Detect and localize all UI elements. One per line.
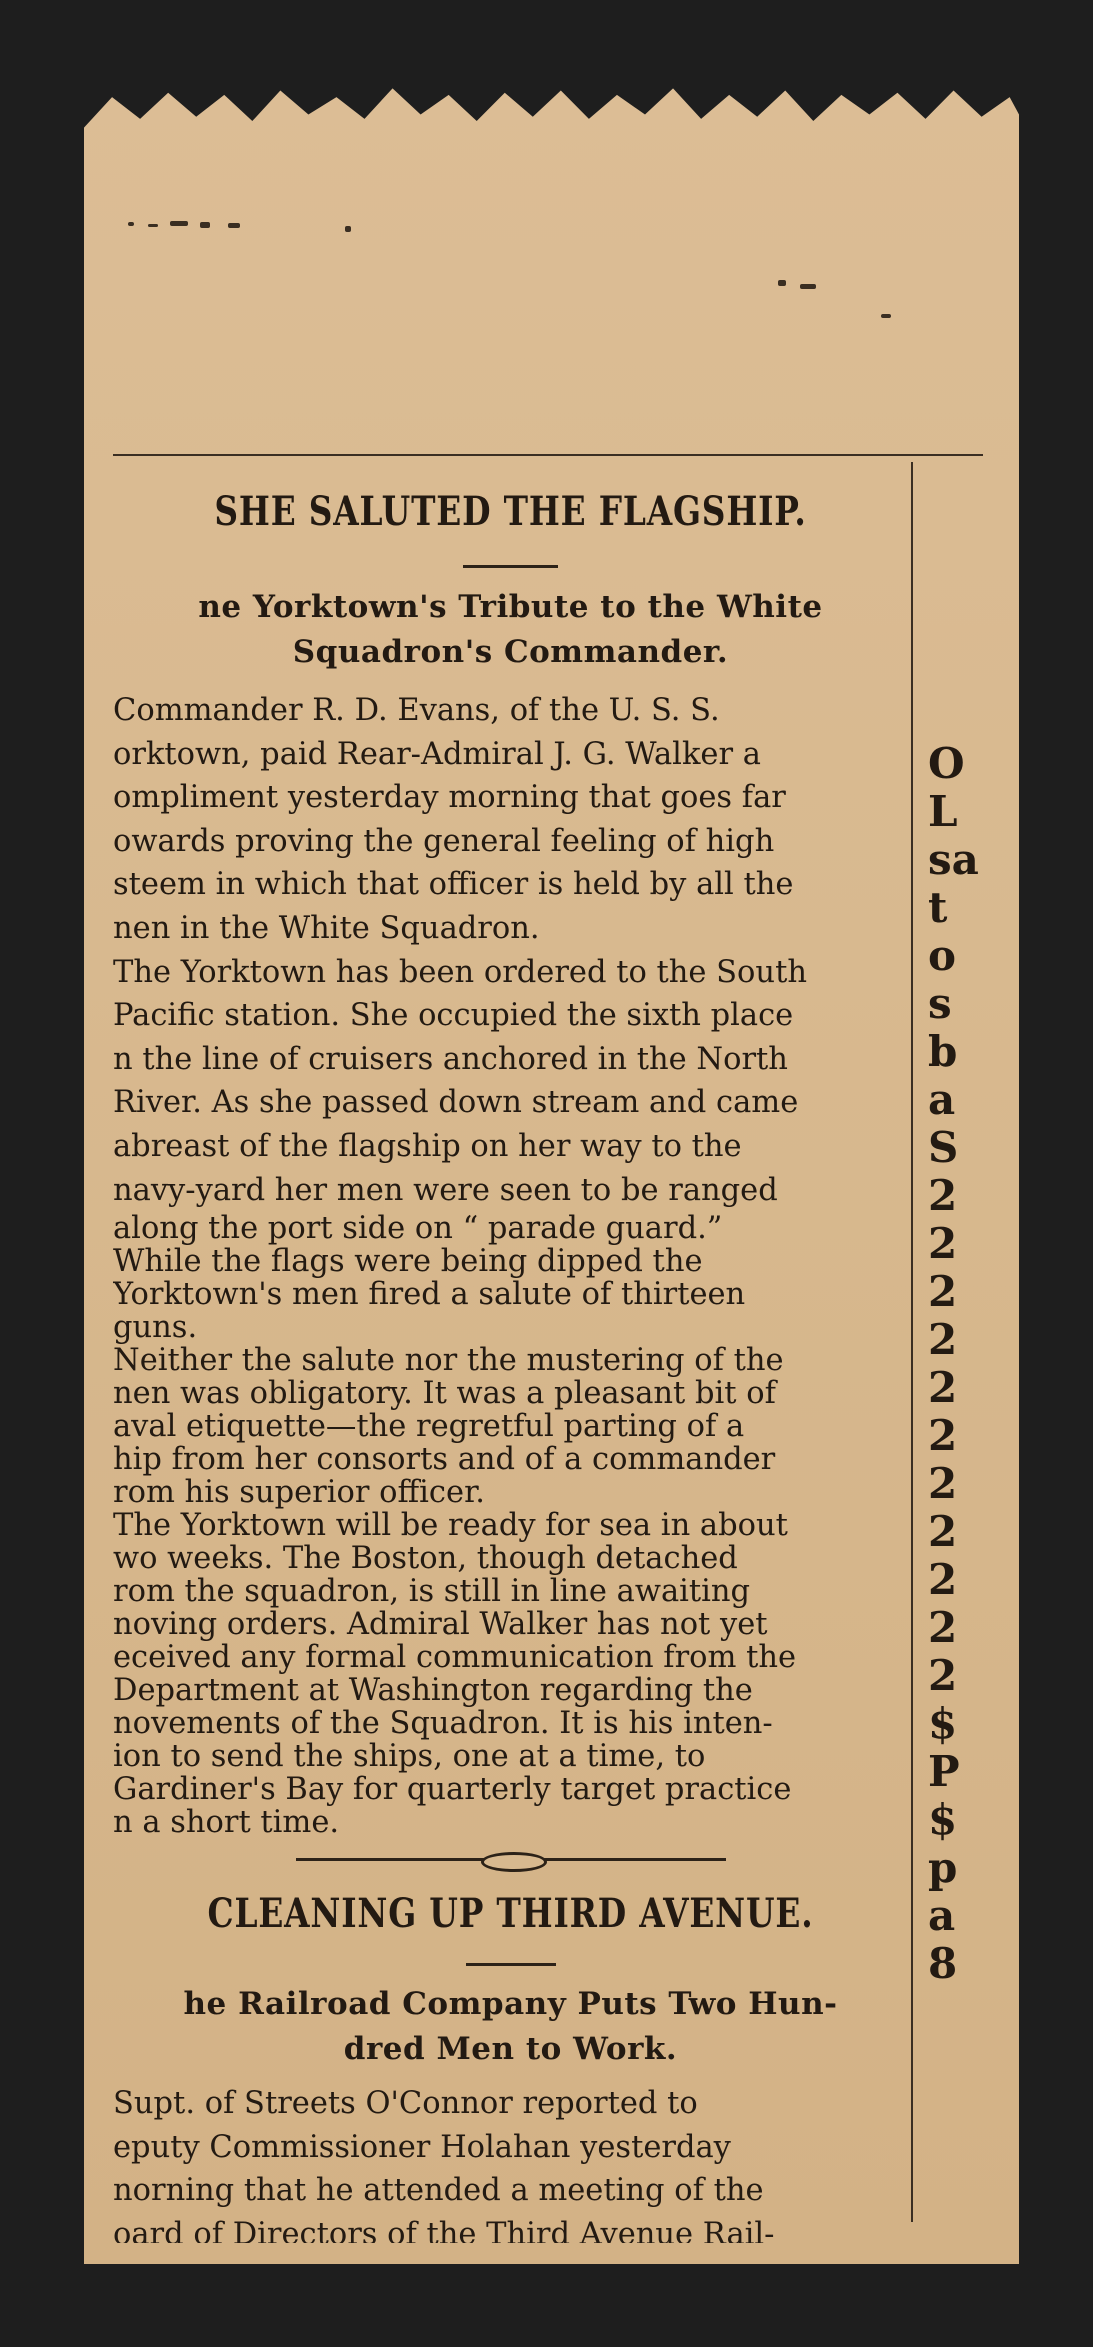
text-line: abreast of the flagship on her way to the bbox=[113, 1128, 742, 1164]
fragment-char: 2 bbox=[928, 1555, 958, 1604]
article-body-tight bbox=[113, 1212, 908, 1839]
text-line: owards proving the general feeling of high bbox=[113, 823, 775, 859]
text-line: nen was obligatory. It was a pleasant bit of bbox=[113, 1376, 776, 1412]
ornamental-rule bbox=[296, 1852, 726, 1866]
subhead-line: he Railroad Company Puts Two Hun- bbox=[183, 1986, 838, 2022]
text-line: rom the squadron, is still in line awaiting bbox=[113, 1574, 751, 1610]
text-line: Pacific station. She occupied the sixth place bbox=[113, 998, 794, 1034]
ink-speck bbox=[881, 314, 891, 318]
article-cleaning-up bbox=[113, 1890, 908, 2243]
text-line: River. As she passed down stream and came bbox=[113, 1085, 799, 1121]
text-line: Yorktown's men fired a salute of thirteen bbox=[113, 1277, 746, 1313]
text-line: The Yorktown will be ready for sea in about bbox=[113, 1508, 788, 1544]
text-line: Department at Washington regarding the bbox=[113, 1673, 753, 1709]
text-line: eputy Commissioner Holahan yesterday bbox=[113, 2129, 731, 2165]
ink-speck bbox=[200, 222, 210, 228]
article-subhead bbox=[113, 1982, 908, 2072]
fragment-char: S bbox=[928, 1123, 959, 1172]
fragment-char: o bbox=[928, 931, 957, 980]
text-line: ion to send the ships, one at a time, to bbox=[113, 1739, 706, 1775]
text-line: Supt. of Streets O'Connor reported to bbox=[113, 2086, 698, 2121]
fragment-char: 8 bbox=[928, 1939, 958, 1988]
text-line: hip from her consorts and of a commander bbox=[113, 1442, 776, 1478]
fragment-char: P bbox=[928, 1747, 960, 1796]
text-line: guns. bbox=[113, 1310, 198, 1346]
fragment-char: 2 bbox=[928, 1603, 958, 1652]
text-line: wo weeks. The Boston, though detached bbox=[113, 1541, 738, 1577]
fragment-char: 2 bbox=[928, 1411, 958, 1460]
text-line: along the port side on “ parade guard.” bbox=[113, 1212, 723, 1247]
ink-speck bbox=[778, 280, 786, 286]
fragment-char: 2 bbox=[928, 1651, 958, 1700]
ornamental-separator bbox=[113, 1852, 908, 1866]
top-column-rule bbox=[113, 454, 983, 456]
text-line: The Yorktown has been ordered to the South bbox=[113, 954, 807, 990]
subhead-line: ne Yorktown's Tribute to the White bbox=[198, 589, 823, 625]
text-line: aval etiquette—the regretful parting of a bbox=[113, 1409, 745, 1445]
text-line: Neither the salute nor the mustering of the bbox=[113, 1343, 784, 1379]
fragment-char: p bbox=[928, 1843, 958, 1892]
fragment-char: 2 bbox=[928, 1315, 958, 1364]
text-line: Commander R. D. Evans, of the U. S. S. bbox=[113, 693, 720, 728]
fragment-char: $ bbox=[928, 1699, 958, 1748]
adjacent-column-fragment bbox=[928, 740, 1018, 1988]
text-line: eceived any formal communication from the bbox=[113, 1640, 797, 1676]
text-line: steem in which that officer is held by all the bbox=[113, 867, 794, 903]
text-line: norning that he attended a meeting of the bbox=[113, 2173, 764, 2209]
article-body bbox=[113, 2082, 908, 2243]
fragment-char: t bbox=[928, 883, 948, 932]
text-line: navy-yard her men were seen to be ranged bbox=[113, 1172, 778, 1208]
fragment-char: a bbox=[928, 1075, 956, 1124]
article-subhead bbox=[113, 585, 908, 675]
subhead-line: dred Men to Work. bbox=[343, 2031, 678, 2067]
fragment-char: $ bbox=[928, 1795, 958, 1844]
text-line: ompliment yesterday morning that goes far bbox=[113, 780, 786, 816]
fragment-char: O bbox=[928, 740, 965, 788]
text-line: novements of the Squadron. It is his inten- bbox=[113, 1706, 773, 1742]
fragment-char: 2 bbox=[928, 1363, 958, 1412]
text-line: While the flags were being dipped the bbox=[113, 1244, 703, 1280]
subhead-line: Squadron's Commander. bbox=[292, 634, 729, 670]
ink-speck bbox=[345, 226, 351, 232]
fragment-char: s bbox=[928, 979, 952, 1028]
fragment-char: 2 bbox=[928, 1507, 958, 1556]
ink-speck bbox=[800, 284, 816, 289]
article-body bbox=[113, 689, 908, 1212]
article-headline: SHE SALUTED THE FLAGSHIP. bbox=[214, 488, 807, 535]
column-divider bbox=[911, 462, 913, 2222]
ink-speck bbox=[128, 222, 134, 226]
text-line: noving orders. Admiral Walker has not yet bbox=[113, 1607, 768, 1643]
fragment-char: 2 bbox=[928, 1219, 958, 1268]
fragment-char: sa bbox=[928, 835, 979, 884]
fragment-char: b bbox=[928, 1027, 958, 1076]
fragment-char: 2 bbox=[928, 1267, 958, 1316]
article-she-saluted bbox=[113, 488, 908, 1839]
text-line: n the line of cruisers anchored in the North bbox=[113, 1041, 788, 1077]
fragment-char: 2 bbox=[928, 1459, 958, 1508]
text-line: orktown, paid Rear-Admiral J. G. Walker a bbox=[113, 736, 761, 772]
ink-speck bbox=[148, 224, 158, 227]
ink-speck bbox=[228, 223, 240, 228]
fragment-char: 2 bbox=[928, 1171, 958, 1220]
text-line: n a short time. bbox=[113, 1805, 340, 1840]
text-line: oard of Directors of the Third Avenue Rail- bbox=[113, 2216, 775, 2243]
fragment-char: L bbox=[928, 787, 958, 836]
article-headline: CLEANING UP THIRD AVENUE. bbox=[207, 1890, 814, 1937]
text-line: nen in the White Squadron. bbox=[113, 910, 540, 946]
text-line: rom his superior officer. bbox=[113, 1475, 485, 1511]
ink-speck bbox=[170, 221, 188, 226]
fragment-char: a bbox=[928, 1891, 956, 1940]
text-line: Gardiner's Bay for quarterly target practice bbox=[113, 1772, 792, 1808]
